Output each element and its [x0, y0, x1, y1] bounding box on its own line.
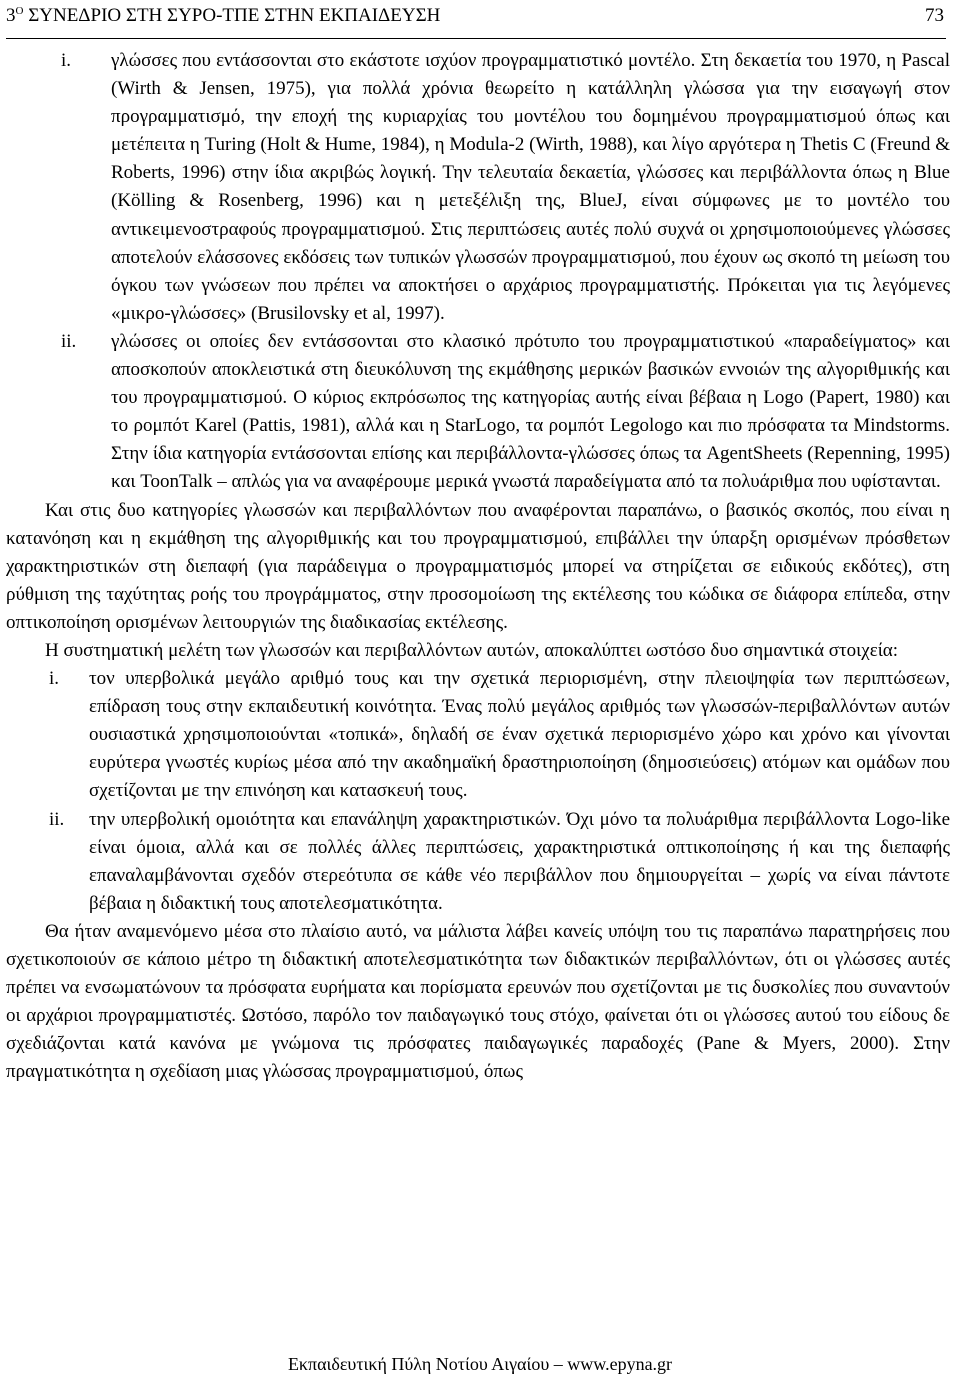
- paragraph: Και στις δυο κατηγορίες γλωσσών και περιβαλλόντων που αναφέρονται παραπάνω, ο βασικός σκοπός, που είναι η κατανόηση και η εκμάθηση της αλγοριθμικής και του προγραμματισμού, επιβάλλει την ύπαρξη ορισμένων πρόσθετων χαρακτηριστικών στη διεπαφή (για παράδειγμα ο προγραμματισμός μπορεί να στηρίζεται σε ειδικούς εκδότες), στη ρύθμιση της ταχύτητας ροής του προγράμματος, στην προσομοίωση της εκτέλεσης του κώδικα σε διάφορα επίπεδα, στην οπτικοποίηση ορισμένων λειτουργιών της διαδικασίας εκτέλεσης.: [6, 499, 950, 633]
- list-item: [6, 806, 950, 918]
- list-item: [6, 328, 950, 497]
- paragraph: Θα ήταν αναμενόμενο μέσα στο πλαίσιο αυτό, να μάλιστα λάβει κανείς υπόψη του τις παραπάνω παρατηρήσεις που σχετικοποιούν σε κάποιο μέτρο τη διδακτική αποτελεσματικότητα των διδακτικών περιβαλλόντων, ότι οι γλώσσες αυτές πρέπει να ενσωματώνουν τα πρόσφατα ευρήματα και πορίσματα ερευνών που σχετίζονται με τις δυσκολίες που συναντούν οι αρχάριοι προγραμματιστές. Ωστόσο, παρόλο τον παιδαγωγικό τους στόχο, φαίνεται ότι οι γλώσσες αυτού του είδους δε σχεδιάζονται κατά κανόνα με γνώμονα τις πρόσφατες παιδαγωγικές παραδοχές (Pane & Myers, 2000). Στην πραγματικότητα η σχεδίαση μιας γλώσσας προγραμματισμού, όπως: [6, 920, 950, 1083]
- title-text: ΣΥΝΕΔΡΙΟ ΣΤΗ ΣΥΡΟ-ΤΠΕ ΣΤΗΝ ΕΚΠΑΙΔΕΥΣΗ: [23, 5, 441, 26]
- list-item-text: γλώσσες που εντάσσονται στο εκάστοτε ισχύον προγραμματιστικό μοντέλο. Στη δεκαετία του 1970, η Pascal (Wirth & Jensen, 1975), για πολλά χρόνια θεωρείτο η κατάλληλη γλώσσα για την εισαγωγή στον προγραμματισμό, την εποχή της κυριαρχίας του μοντέλου του δομημένου προγραμματισμού όπως και μετέπειτα η Turing (Holt & Hume, 1984), η Modula-2 (Wirth, 1988), και λίγο αργότερα η Thetis C (Freund & Roberts, 1996) στην ίδια ακριβώς λογική. Την τελευταία δεκαετία, γλώσσες και περιβάλλοντα όπως η Blue (Kölling & Rosenberg, 1996) και η μετεξέλιξη της, BlueJ, είναι σύμφωνες με το μοντέλο του αντικειμενοστραφούς προγραμματισμού. Στις περιπτώσεις αυτές πολύ συχνά οι χρησιμοποιούμενες γλώσσες αποτελούν ελάσσονες εκδόσεις των τυπικών γλωσσών προγραμματισμού, που έχουν ως σκοπό τη μείωση του όγκου των γνώσεων που πρέπει να αποκτήσει ο αρχάριος προγραμματιστής. Πρόκειται για τις λεγόμενες «μικρο-γλώσσες» (Brusilovsky et al, 1997).: [111, 50, 950, 324]
- list-item-text: γλώσσες οι οποίες δεν εντάσσονται στο κλασικό πρότυπο του προγραμματιστικού «παραδείγματος» και αποσκοπούν αποκλειστικά στη διευκόλυνση της εκμάθησης μερικών βασικών εννοιών της αλγοριθμικής και του προγραμματισμού. Ο κύριος εκπρόσωπος της κατηγορίας αυτής είναι βέβαια η Logo (Papert, 1980) και το ρομπότ Karel (Pattis, 1981), αλλά και η StarLogo, τα ρομπότ Legologo και πιο πρόσφατα τα Mindstorms. Στην ίδια κατηγορία εντάσσονται επίσης και περιβάλλοντα-γλώσσες όπως τα AgentSheets (Repenning, 1995) και ToonTalk – απλώς για να αναφέρουμε μερικά γνωστά παραδείγματα από τα πολυάριθμα που υφίστανται.: [111, 330, 950, 493]
- list-item-text: την υπερβολική ομοιότητα και επανάληψη χαρακτηριστικών. Όχι μόνο τα πολυάριθμα περιβάλλοντα Logo-like είναι όμοια, αλλά και σε πολλές άλλες περιπτώσεις, χαρακτηριστικά οπτικοποίησης ή και της διεπαφής επαναλαμβάνονται σχεδόν στερεότυπα σε κάθε νέο περιβάλλον που δημιουργείται – χωρίς να είναι πάντοτε βέβαια η διδακτική τους αποτελεσματικότητα.: [89, 808, 950, 914]
- title-superscript: Ο: [15, 5, 24, 17]
- page-footer: Εκπαιδευτική Πύλη Νοτίου Αιγαίου – www.epyna.gr: [287, 1354, 673, 1374]
- title-number: 3: [6, 5, 16, 26]
- observations-list: [6, 665, 950, 918]
- page-header: [6, 0, 946, 39]
- language-categories-list: [6, 47, 950, 497]
- list-marker: i.: [49, 668, 60, 690]
- list-item: [6, 665, 950, 805]
- page-body: [6, 47, 950, 1086]
- list-marker: i.: [61, 50, 72, 71]
- list-marker: ii.: [61, 330, 77, 352]
- paragraph: Η συστηματική μελέτη των γλωσσών και περιβαλλόντων αυτών, αποκαλύπτει ωστόσο δυο σημαντικά στοιχεία:: [45, 639, 899, 661]
- page-number: 73: [925, 5, 944, 26]
- list-item-text: τον υπερβολικά μεγάλο αριθμό τους και την σχετικά περιορισμένη, στην πλειοψηφία των περιπτώσεων, επίδραση τους στην εκπαιδευτική κοινότητα. Ένας πολύ μεγάλος αριθμός των γλωσσών-περιβαλλόντων αυτών ουσιαστικά χρησιμοποιούνται «τοπικά», δηλαδή σε έναν σχετικά περιορισμένο χώρο και χρόνο και γίνονται ευρύτερα γνωστές κυρίως μέσα από την ακαδημαϊκή δραστηριοποίηση (δημοσιεύσεις) ατόμων και ομάδων που σχετίζονται με την επινόηση και κατασκευή τους.: [89, 668, 950, 802]
- list-marker: ii.: [49, 808, 65, 830]
- conference-title: [6, 5, 440, 27]
- list-item: [6, 47, 950, 328]
